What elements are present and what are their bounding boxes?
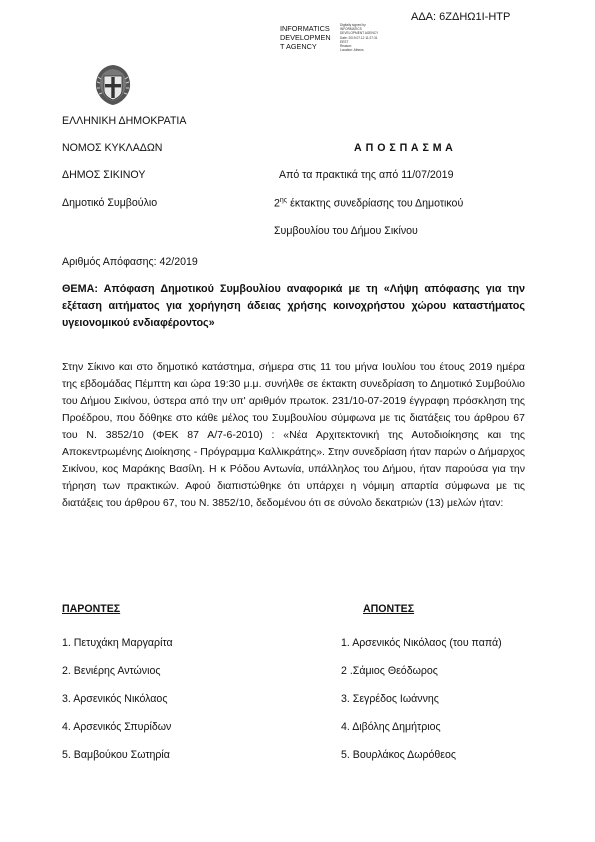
prefecture-name: ΝΟΜΟΣ ΚΥΚΛΑΔΩΝ [62,142,163,154]
country-name: ΕΛΛΗΝΙΚΗ ΔΗΜΟΚΡΑΤΙΑ [62,115,187,127]
body-paragraph: Στην Σίκινο και στο δημοτικό κατάστημα, σήμερα στις 11 του μήνα Ιουλίου του έτους 2019 ημέρα της εβδομάδας Πέμπτη και ώρα 19:30 μ.μ. συνήλθε σε έκτακτη συνεδρίαση το Δημοτικό Συμβούλιο του Δήμου Σικίνου, ύστερα από την υπ' αριθμόν πρωτοκ. 231/10-07-2019 έγγραφη πρόσκληση της Προέδρου, που δόθηκε στο κάθε μέλος του Συμβουλίου σύμφωνα με τις διατάξεις του άρθρου 67 του Ν. 3852/10 (ΦΕΚ 87 Α/7-6-2010) : «Νέα Αρχιτεκτονική της Αυτοδιοίκησης και της Αποκεντρωμένης Διοίκησης - Πρόγραμμα Καλλικράτης». Στην συνεδρίαση ήταν παρών ο Δήμαρχος Σικίνου, κος Μαράκης Βασίλη. Η κ Ρόδου Αντωνία, υπάλληλος του Δήμου, ήταν παρούσα για την τήρηση των πρακτικών. Αφού διαπιστώθηκε ότι υπάρχει η νόμιμη απαρτία σύμφωνα με τις διατάξεις του άρθρου 67, του Ν. 3852/10, δεδομένου ότι σε σύνολο δεκατριών (13) μελών ήταν: [62,361,525,510]
stamp-detail-line: Location: Athens [340,48,364,53]
session-superscript: ης [279,197,288,204]
stamp-detail-line: EEST [340,39,349,44]
stamp-detail-line: DEVELOPMENT AGENCY [340,31,379,36]
minutes-reference: Από τα πρακτικά της από 11/07/2019 [279,169,454,181]
present-member: 3. Αρσενικός Νικόλαος [62,693,168,705]
present-member: 1. Πετυχάκη Μαργαρίτα [62,637,173,649]
stamp-details [340,23,400,52]
stamp-line: T AGENCY [280,42,317,51]
session-description [274,197,463,210]
subject-paragraph: ΘΕΜΑ: Απόφαση Δημοτικού Συμβουλίου αναφορικά με τη «Λήψη απόφασης για την εξέταση αιτήματος για χορήγηση άδειας χρήσης κοινοχρήστου χώρου καταστήματος υγειονομικού ενδιαφέροντος» [62,283,525,329]
present-header: ΠΑΡΟΝΤΕΣ [62,603,121,615]
session-number: 2 [274,197,280,210]
municipality-name: ΔΗΜΟΣ ΣΙΚΙΝΟΥ [62,169,146,181]
stamp-line: DEVELOPMEN [280,33,331,42]
present-member: 2. Βενιέρης Αντώνιος [62,665,161,677]
absent-member: 2 .Σάμιος Θεόδωρος [341,665,438,677]
absent-member: 5. Βουρλάκος Δωρόθεος [341,749,457,761]
absent-member: 1. Αρσενικός Νικόλαος (του παπά) [341,637,502,649]
stamp-detail-line: Digitally signed by [340,23,366,27]
stamp-detail-line: Reason: [340,44,352,49]
stamp-detail-line: Date: 2019.07.12 11:27:31 [340,35,378,40]
decision-number: Αριθμός Απόφασης: 42/2019 [62,256,198,268]
council-name: Δημοτικό Συμβούλιο [62,197,158,209]
ada-code: ΑΔΑ: 6ΖΔΗΩ1Ι-ΗΤΡ [411,11,511,23]
session-line-1: έκτακτης συνεδρίασης του Δημοτικού [287,197,464,210]
absent-member: 3. Σεγρέδος Ιωάννης [341,693,439,705]
document-title: Α Π Ο Σ Π Α Σ Μ Α [354,142,454,154]
digital-signature-stamp [280,24,340,51]
greek-emblem-icon [93,63,133,107]
session-line-2: Συμβουλίου του Δήμου Σικίνου [274,225,418,237]
absent-member: 4. Διβόλης Δημήτριος [341,721,441,733]
stamp-line: INFORMATICS [280,24,330,33]
absent-header: ΑΠΟΝΤΕΣ [363,603,415,615]
present-member: 4. Αρσενικός Σπυρίδων [62,721,172,733]
stamp-detail-line: INFORMATICS [340,27,362,32]
present-member: 5. Βαμβούκου Σωτηρία [62,749,170,761]
